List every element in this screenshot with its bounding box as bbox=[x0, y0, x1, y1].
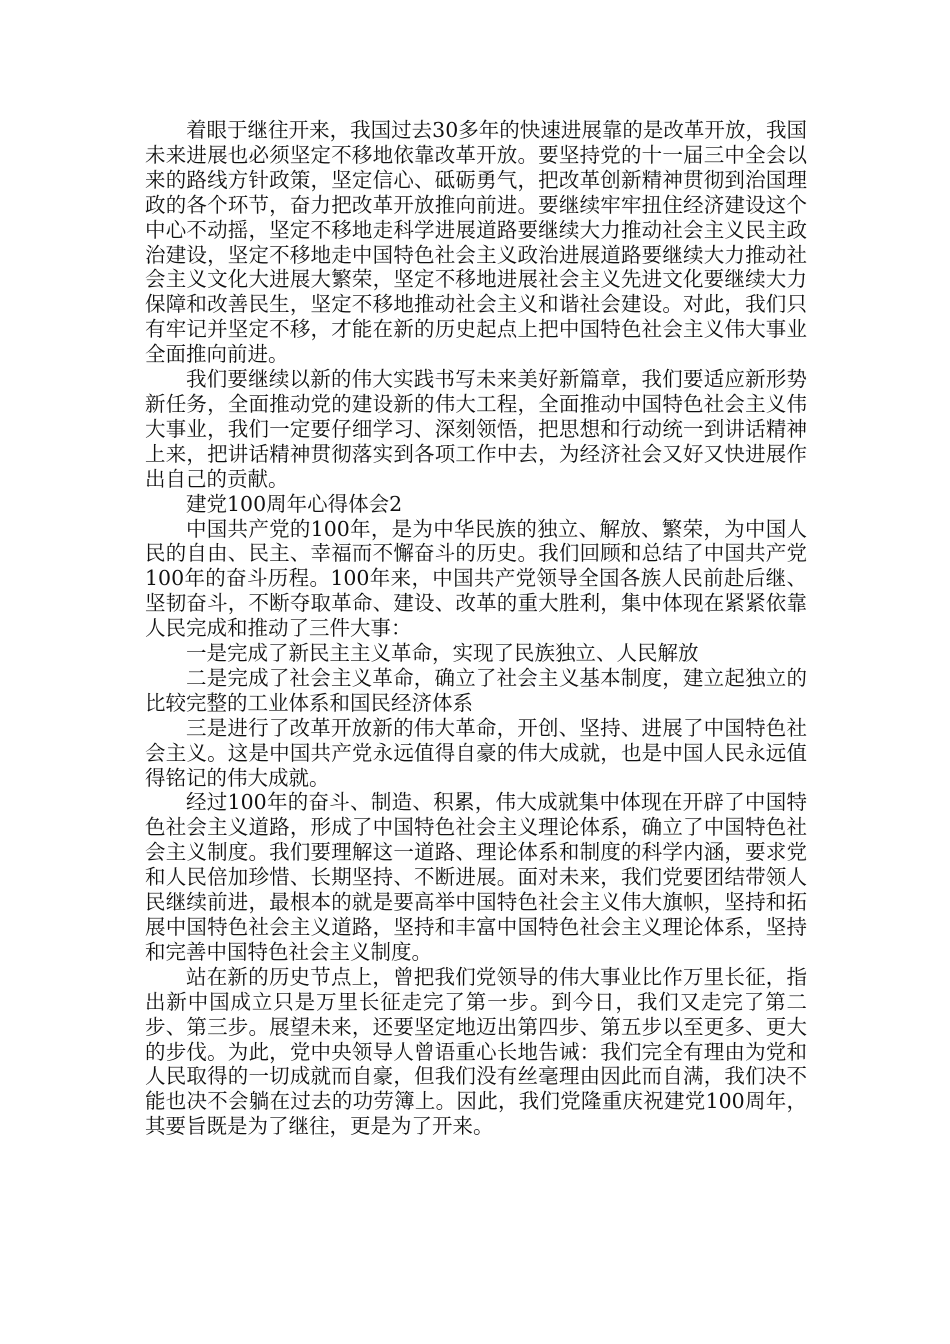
document-page bbox=[145, 118, 807, 1139]
paragraph-3: 中国共产党的100年，是为中华民族的独立、解放、繁荣，为中国人民的自由、民主、幸福而不懈奋斗的历史。我们回顾和总结了中国共产党100年的奋斗历程。100年来，中国共产党领导全国各族人民前赴后继、坚韧奋斗，不断夺取革命、建设、改革的重大胜利，集中体现在紧紧依靠人民完成和推动了三件大事： bbox=[145, 516, 807, 641]
list-item-2: 二是完成了社会主义革命，确立了社会主义基本制度，建立起独立的比较完整的工业体系和国民经济体系 bbox=[145, 665, 807, 715]
list-item-1: 一是完成了新民主主义革命，实现了民族独立、人民解放 bbox=[186, 641, 699, 666]
list-item-3: 三是进行了改革开放新的伟大革命，开创、坚持、进展了中国特色社会主义。这是中国共产党永远值得自豪的伟大成就，也是中国人民永远值得铭记的伟大成就。 bbox=[145, 715, 807, 790]
paragraph-2: 我们要继续以新的伟大实践书写未来美好新篇章，我们要适应新形势新任务，全面推动党的建设新的伟大工程，全面推动中国特色社会主义伟大事业，我们一定要仔细学习、深刻领悟，把思想和行动统一到讲话精神上来，把讲话精神贯彻落实到各项工作中去，为经济社会又好又快进展作出自己的贡献。 bbox=[145, 367, 807, 491]
paragraph-1: 着眼于继往开来，我国过去30多年的快速进展靠的是改革开放，我国未来进展也必须坚定不移地依靠改革开放。要坚持党的十一届三中全会以来的路线方针政策，坚定信心、砥砺勇气，把改革创新精神贯彻到治国理政的各个环节，奋力把改革开放推向前进。要继续牢牢扭住经济建设这个中心不动摇，坚定不移地走科学进展道路要继续大力推动社会主义民主政治建设，坚定不移地走中国特色社会主义政治进展道路要继续大力推动社会主义文化大进展大繁荣，坚定不移地进展社会主义先进文化要继续大力保障和改善民生，坚定不移地推动社会主义和谐社会建设。对此，我们只有牢记并坚定不移，才能在新的历史起点上把中国特色社会主义伟大事业全面推向前进。 bbox=[145, 118, 807, 367]
section-heading: 建党100周年心得体会2 bbox=[186, 491, 403, 516]
paragraph-5: 站在新的历史节点上，曾把我们党领导的伟大事业比作万里长征，指出新中国成立只是万里长征走完了第一步。到今日，我们又走完了第二步、第三步。展望未来，还要坚定地迈出第四步、第五步以至更多、更大的步伐。为此，党中央领导人曾语重心长地告诫：我们完全有理由为党和人民取得的一切成就而自豪，但我们没有丝毫理由因此而自满，我们决不能也决不会躺在过去的功劳簿上。因此，我们党隆重庆祝建党100周年，其要旨既是为了继往，更是为了开来。 bbox=[145, 964, 807, 1139]
paragraph-4: 经过100年的奋斗、制造、积累，伟大成就集中体现在开辟了中国特色社会主义道路，形成了中国特色社会主义理论体系，确立了中国特色社会主义制度。我们要理解这一道路、理论体系和制度的科学内涵，要求党和人民倍加珍惜、长期坚持、不断进展。面对未来，我们党要团结带领人民继续前进，最根本的就是要高举中国特色社会主义伟大旗帜，坚持和拓展中国特色社会主义道路，坚持和丰富中国特色社会主义理论体系，坚持和完善中国特色社会主义制度。 bbox=[145, 790, 807, 964]
